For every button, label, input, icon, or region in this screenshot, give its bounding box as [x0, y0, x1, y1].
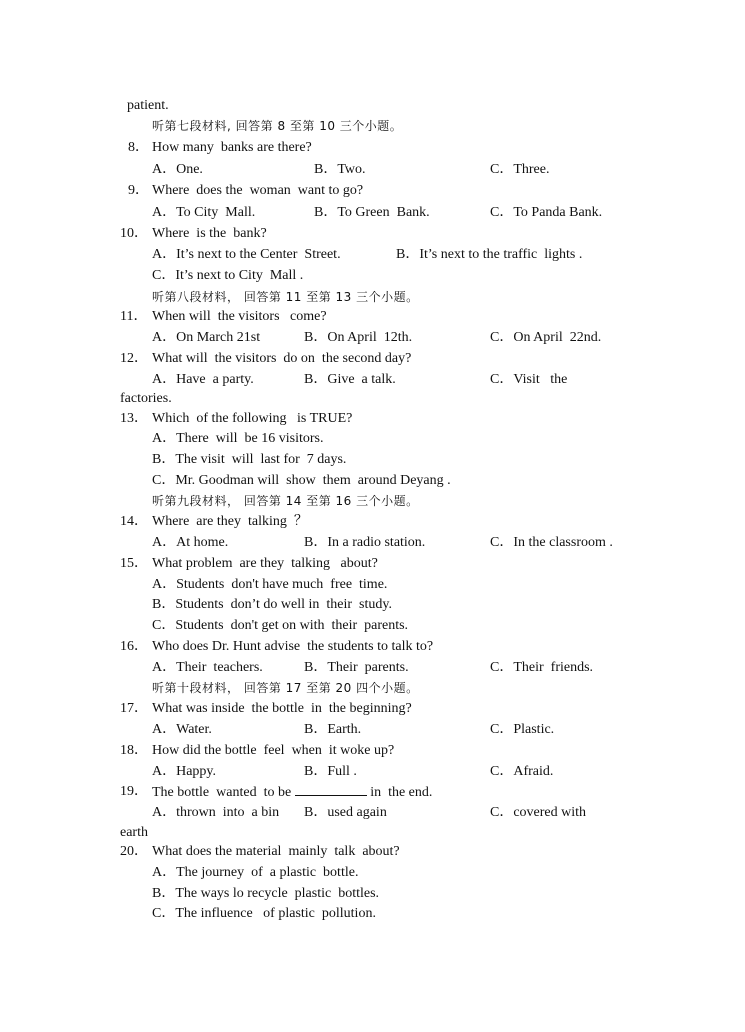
q18-option-a: A．Happy. [152, 764, 217, 779]
q8-option-c: C．Three. [490, 162, 550, 177]
q14-option-c: C．In the classroom . [490, 535, 613, 550]
q19-option-a: A．thrown into a bin [152, 805, 280, 820]
q14-option-a: A．At home. [152, 535, 229, 550]
q19-option-b: B．used again [304, 805, 387, 820]
q19-text [152, 783, 432, 802]
q19-option-c: C．covered with [490, 805, 587, 820]
answer-blank [295, 783, 367, 796]
q13-number: 13． [120, 411, 148, 426]
section-8-instruction: 听第八段材料， 回答第 11 至第 13 三个小题。 [152, 290, 419, 304]
section-10-instruction: 听第十段材料， 回答第 17 至第 20 四个小题。 [152, 681, 419, 695]
q16-option-c: C．Their friends. [490, 660, 594, 675]
q20-option-c: C．The influence of plastic pollution. [152, 906, 376, 921]
q18-number: 18． [120, 743, 148, 758]
section-7-instruction: 听第七段材料, 回答第 8 至第 10 三个小题。 [152, 119, 403, 133]
q13-option-b: B．The visit will last for 7 days. [152, 452, 347, 467]
q15-text: What problem are they talking about? [152, 556, 378, 571]
q11-text: When will the visitors come? [152, 309, 327, 324]
q14-option-b: B．In a radio station. [304, 535, 426, 550]
q9-option-c: C．To Panda Bank. [490, 205, 603, 220]
q10-option-c: C．It’s next to City Mall . [152, 268, 304, 283]
q17-option-c: C．Plastic. [490, 722, 555, 737]
q17-option-a: A．Water. [152, 722, 212, 737]
q15-option-c: C．Students don't get on with their parents. [152, 618, 409, 633]
q16-text: Who does Dr. Hunt advise the students to talk to? [152, 639, 434, 654]
q19-text-after: in the end. [366, 785, 433, 800]
q10-option-a: A．It’s next to the Center Street. [152, 247, 341, 262]
q16-number: 16． [120, 639, 148, 654]
q11-option-c: C．On April 22nd. [490, 330, 602, 345]
q16-option-a: A．Their teachers. [152, 660, 263, 675]
q18-option-b: B．Full . [304, 764, 357, 779]
q12-option-c-continued: factories. [120, 391, 172, 406]
q9-text: Where does the woman want to go? [152, 183, 364, 198]
q12-option-c: C．Visit the [490, 372, 568, 387]
q14-number: 14． [120, 514, 148, 529]
section-9-instruction: 听第九段材料， 回答第 14 至第 16 三个小题。 [152, 494, 419, 508]
intro-tail: patient. [127, 98, 169, 113]
q11-option-a: A．On March 21st [152, 330, 261, 345]
q14-text: Where are they talking ？ [152, 514, 308, 529]
q10-text: Where is the bank? [152, 226, 267, 241]
q8-option-a: A．One. [152, 162, 203, 177]
q19-text-before: The bottle wanted to be [152, 785, 295, 800]
q15-option-a: A．Students don't have much free time. [152, 577, 388, 592]
q12-option-a: A．Have a party. [152, 372, 254, 387]
q15-option-b: B．Students don’t do well in their study. [152, 597, 392, 612]
q11-option-b: B．On April 12th. [304, 330, 413, 345]
q12-text: What will the visitors do on the second day? [152, 351, 412, 366]
q8-text: How many banks are there? [152, 140, 312, 155]
q13-option-c: C．Mr. Goodman will show them around Deyang . [152, 473, 451, 488]
q8-number: 8． [128, 140, 149, 155]
q19-number: 19． [120, 784, 148, 799]
q17-option-b: B．Earth. [304, 722, 362, 737]
q17-text: What was inside the bottle in the beginning? [152, 701, 412, 716]
q9-option-b: B．To Green Bank. [314, 205, 430, 220]
q10-number: 10． [120, 226, 148, 241]
q19-option-c-continued: earth [120, 825, 148, 840]
q8-option-b: B．Two. [314, 162, 366, 177]
q9-number: 9． [128, 183, 149, 198]
q20-number: 20． [120, 844, 148, 859]
q12-option-b: B．Give a talk. [304, 372, 396, 387]
q10-option-b: B．It’s next to the traffic lights . [396, 247, 583, 262]
q20-text: What does the material mainly talk about? [152, 844, 400, 859]
q12-number: 12． [120, 351, 148, 366]
q15-number: 15． [120, 556, 148, 571]
q13-text: Which of the following is TRUE? [152, 411, 353, 426]
q11-number: 11． [120, 309, 148, 324]
q9-option-a: A．To City Mall. [152, 205, 256, 220]
q13-option-a: A．There will be 16 visitors. [152, 431, 324, 446]
q18-text: How did the bottle feel when it woke up? [152, 743, 395, 758]
q16-option-b: B．Their parents. [304, 660, 409, 675]
q20-option-a: A．The journey of a plastic bottle. [152, 865, 359, 880]
q18-option-c: C．Afraid. [490, 764, 554, 779]
q20-option-b: B．The ways lo recycle plastic bottles. [152, 886, 380, 901]
q17-number: 17． [120, 701, 148, 716]
